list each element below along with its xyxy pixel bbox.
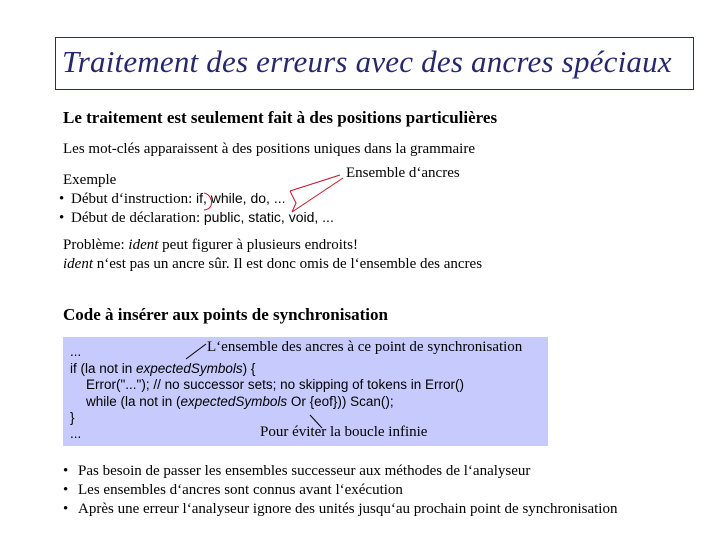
code-text: ) {	[242, 361, 256, 376]
example-label: Exemple	[63, 172, 117, 188]
bullet-keywords: public, static, void, ...	[203, 209, 334, 225]
anchors-at-sync-callout: L‘ensemble des ancres à ce point de synchronisation	[207, 339, 523, 355]
code-line: }	[70, 410, 75, 425]
bullet-text: Pas besoin de passer les ensembles successeur aux méthodes de l‘analyseur	[78, 463, 531, 479]
bullet-prefix: Début de déclaration:	[71, 210, 201, 226]
callout-line	[292, 178, 343, 212]
bullet-text: Les ensembles d‘ancres sont connus avant l‘exécution	[78, 482, 403, 498]
section1-intro: Les mot-clés apparaissent à des positions uniques dans la grammaire	[63, 141, 475, 157]
code-line: ...	[70, 344, 82, 359]
code-line: ...	[70, 426, 82, 441]
problem-ident: ident	[63, 256, 93, 272]
bullet-keywords: if, while, do, ...	[196, 190, 286, 206]
bullet-dot-icon: •	[63, 463, 69, 479]
code-text: while (la not in (	[86, 394, 181, 409]
problem-ident: ident	[128, 237, 159, 253]
section1-heading: Le traitement est seulement fait à des positions particulières	[63, 108, 498, 127]
bullet-dot-icon: •	[59, 210, 65, 226]
bullet-dot-icon: •	[63, 482, 69, 498]
code-line: Error("..."); // no successor sets; no skipping of tokens in Error()	[86, 377, 464, 392]
callout-bracket	[204, 191, 296, 212]
callout-line	[310, 415, 322, 428]
section2-heading: Code à insérer aux points de synchronisation	[63, 305, 388, 324]
anchor-set-callout: Ensemble d‘ancres	[346, 165, 460, 181]
infinite-loop-callout: Pour éviter la boucle infinie	[260, 424, 428, 440]
problem-text: n‘est pas un ancre sûr. Il est donc omis de l‘ensemble des ancres	[93, 256, 483, 272]
callout-line	[290, 175, 340, 191]
bullet-prefix: Début d‘instruction:	[71, 191, 193, 207]
page-title: Traitement des erreurs avec des ancres spéciaux	[62, 44, 672, 79]
bullet-text: Après une erreur l‘analyseur ignore des unités jusqu‘au prochain point de synchronisation	[78, 501, 618, 517]
bullet-dot-icon: •	[63, 501, 69, 517]
code-italic: expectedSymbols	[136, 361, 243, 376]
code-italic: expectedSymbols	[180, 394, 288, 409]
bullet-dot-icon: •	[59, 191, 65, 207]
problem-text: peut figurer à plusieurs endroits!	[158, 237, 358, 253]
callout-line	[186, 344, 206, 359]
problem-text: Problème:	[63, 237, 129, 253]
code-text: Or {eof})) Scan();	[287, 394, 394, 409]
code-text: if (la not in	[70, 361, 137, 376]
